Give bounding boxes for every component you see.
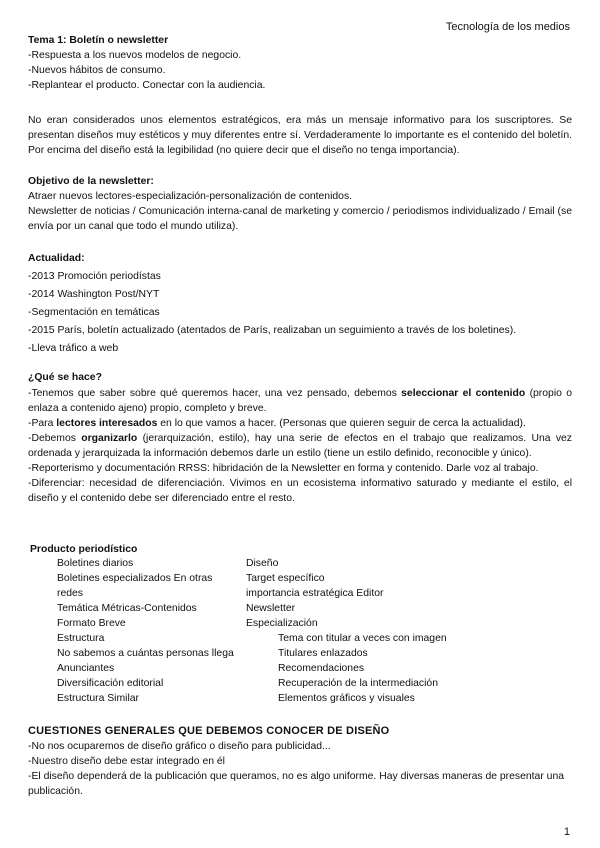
list-item: Temática Métricas-Contenidos [57,603,197,614]
producto-column-3 [278,631,447,706]
paragraph: Atraer nuevos lectores-especialización-personalización de contenidos. [28,191,353,202]
paragraph: -Reporterismo y documentación RRSS: hibridación de la Newsletter en forma y contenido. Darle voz al trabajo. [28,463,539,474]
section-heading: Objetivo de la newsletter: [28,176,154,187]
page-number: 1 [563,826,570,838]
paragraph: -Debemos organizarlo (jerarquización, estilo), hay una serie de efectos en el trabajo que realizamos. Una vez ordenada y jerarquizada la información debemos darle un estilo (tiene un estilo definido, reconocible y único). [28,433,572,459]
list-item: -2015 París, boletín actualizado (atentados de París, realizaban un seguimiento a través de los boletines). [28,325,517,336]
paragraph: -El diseño dependerá de la publicación que queramos, no es algo uniforme. Hay diversas maneras de presentar una publicación. [28,771,565,797]
list-item: -2014 Washington Post/NYT [28,289,160,300]
running-header: Tecnología de los medios [445,21,570,33]
list-item: Boletines diarios [57,558,134,569]
list-item: -Lleva tráfico a web [28,343,119,354]
section-objetivo [28,174,572,234]
list-item: Diversificación editorial [57,678,164,689]
paragraph: Newsletter de noticias / Comunicación interna-canal de marketing y comercio / periodismos individualizado / Email (se envía por un canal que todo el mundo utiliza). [28,206,572,232]
intro-paragraph: No eran considerados unos elementos estratégicos, era más un mensaje informativo para los suscriptores. Se presentan diseños muy estéticos y muy diferentes entre sí. Verdaderamente lo importante es el contenido del boletín. Por encima del diseño está la legibilidad (no quiere decir que el diseño no tenga importancia). [28,115,572,156]
list-item: redes [57,588,83,599]
paragraph: -Tenemos que saber sobre qué queremos hacer, una vez pensado, debemos seleccionar el contenido (propio o enlaza a contenido ajeno) propio, completo y breve. [28,388,572,414]
list-item: Titulares enlazados [278,648,368,659]
list-item: No sabemos a cuántas personas llega [57,648,234,659]
producto-column-1 [57,556,234,706]
list-item: Especialización [246,618,318,629]
list-item: -2013 Promoción periodístas [28,271,161,282]
section-que-hacer [28,370,572,506]
section-title: Tema 1: Boletín o newsletter [28,35,169,46]
list-item: Estructura Similar [57,693,139,704]
list-item: Recomendaciones [278,663,365,674]
list-item: Elementos gráficos y visuales [278,693,415,704]
paragraph: -Diferenciar: necesidad de diferenciación. Vivimos en un ecosistema informativo saturado y mediante el estilo, el diseño y el contenido debe ser diferenciado entre el resto. [28,478,572,504]
bullet: -Nuevos hábitos de consumo. [28,65,166,76]
list-item: importancia estratégica Editor [246,588,384,599]
paragraph: -Nuestro diseño debe estar integrado en él [28,756,225,767]
section-tema [28,33,572,93]
producto-column-2 [246,556,383,631]
bullet: -Respuesta a los nuevos modelos de negocio. [28,50,242,61]
section-heading: ¿Qué se hace? [28,372,102,383]
list-item: Newsletter [246,603,296,614]
bullet: -Replantear el producto. Conectar con la audiencia. [28,80,266,91]
list-item: Target específico [246,573,325,584]
section-heading: Actualidad: [28,253,85,264]
list-item: Formato Breve [57,618,126,629]
list-item: Estructura [57,633,105,644]
paragraph: -No nos ocuparemos de diseño gráfico o diseño para publicidad... [28,741,331,752]
list-item: Tema con titular a veces con imagen [278,633,447,644]
list-item: Boletines especializados En otras [57,573,213,584]
paragraph: -Para lectores interesados en lo que vamos a hacer. (Personas que quieren seguir de cerca la actualidad). [28,418,526,429]
section-actualidad [28,251,572,358]
list-item: -Segmentación en temáticas [28,307,160,318]
list-item: Diseño [246,558,279,569]
section-heading: CUESTIONES GENERALES QUE DEBEMOS CONOCER DE DISEÑO [28,725,390,737]
section-heading-producto: Producto periodístico [30,544,138,555]
list-item: Anunciantes [57,663,115,674]
section-cuestiones [28,724,572,799]
list-item: Recuperación de la intermediación [278,678,438,689]
